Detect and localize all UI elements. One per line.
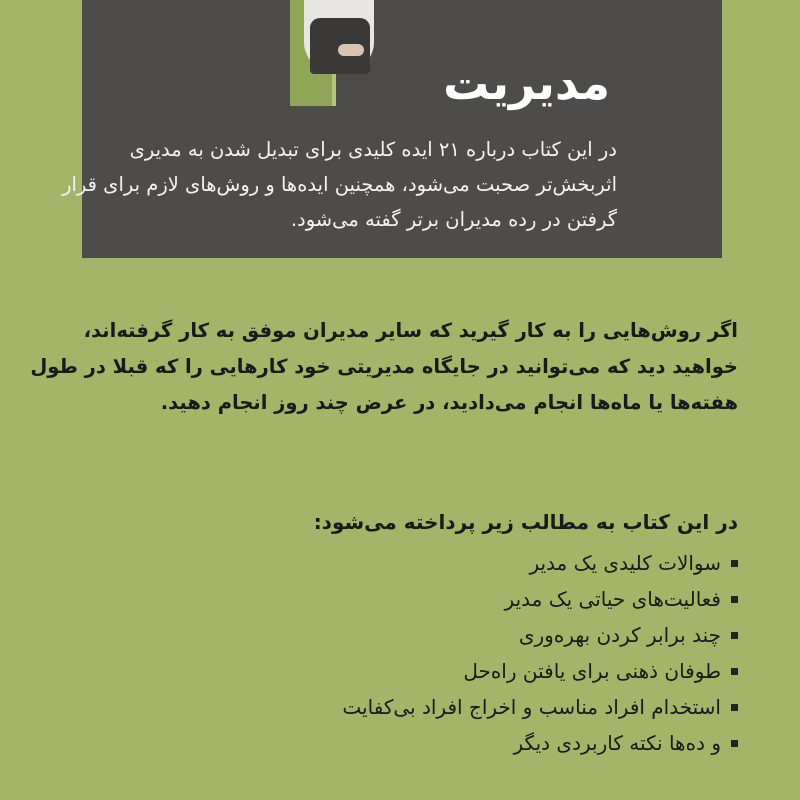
square-bullet-icon xyxy=(731,668,738,675)
list-item-label: و ده‌ها نکته کاربردی دیگر xyxy=(513,731,721,755)
author-hand xyxy=(338,44,364,56)
top-panel xyxy=(62,0,722,258)
list-item xyxy=(18,545,738,581)
intro-paragraph: اگر روش‌هایی را به کار گیرید که سایر مدیران موفق به کار گرفته‌اند، خواهید دید که می‌توانید در جایگاه مدیریتی خود کارهایی را که قبلا در طول هفته‌ها یا ماه‌ها انجام می‌دادید، در عرض چند روز انجام دهید. xyxy=(30,319,738,414)
book-title: مدیریت xyxy=(443,56,610,110)
topics-list xyxy=(18,545,738,761)
square-bullet-icon xyxy=(731,596,738,603)
list-item-label: فعالیت‌های حیاتی یک مدیر xyxy=(504,587,721,611)
book-description: در این کتاب درباره ۲۱ ایده کلیدی برای تبدیل شدن به مدیری اثربخش‌تر صحبت می‌شود، همچنین ایده‌ها و روش‌های لازم برای قرار گرفتن در رده مدیران برتر گفته می‌شود. xyxy=(62,138,617,231)
list-item xyxy=(18,581,738,617)
square-bullet-icon xyxy=(731,560,738,567)
square-bullet-icon xyxy=(731,740,738,747)
list-item xyxy=(18,653,738,689)
book-cover-image xyxy=(290,0,336,106)
square-bullet-icon xyxy=(731,704,738,711)
list-item-label: چند برابر کردن بهره‌وری xyxy=(518,623,721,647)
list-item xyxy=(18,725,738,761)
list-item xyxy=(18,689,738,725)
list-item-label: سوالات کلیدی یک مدیر xyxy=(529,551,721,575)
topics-heading: در این کتاب به مطالب زیر پرداخته می‌شود: xyxy=(313,510,738,534)
list-item xyxy=(18,617,738,653)
list-item-label: استخدام افراد مناسب و اخراج افراد بی‌کفایت xyxy=(342,695,721,719)
list-item-label: طوفان ذهنی برای یافتن راه‌حل xyxy=(463,659,721,683)
square-bullet-icon xyxy=(731,632,738,639)
